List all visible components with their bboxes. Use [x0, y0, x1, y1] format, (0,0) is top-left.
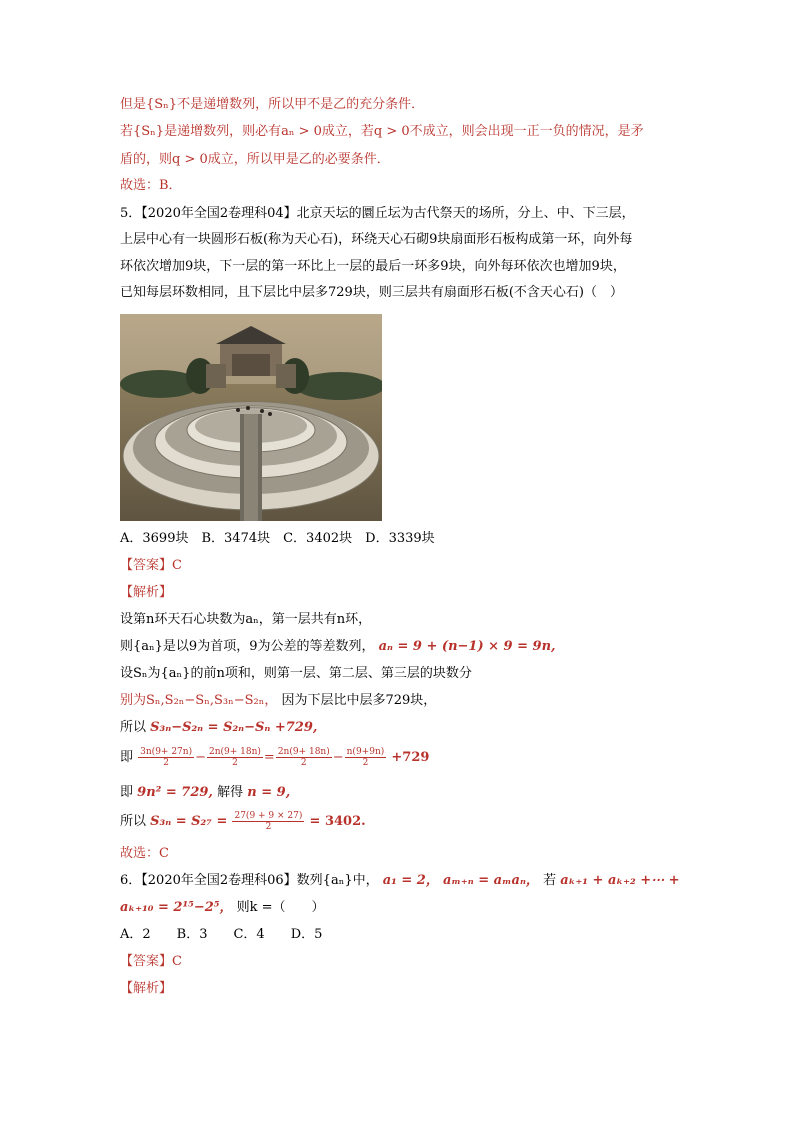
q6-options: A．2 B．3 C．4 D．5 [120, 927, 323, 942]
q5-text-line-3: 环依次增加9块，下一层的第一环比上一层的最后一环多9块，向外每环依次也增加9块， [120, 259, 626, 274]
q5-solution-step-1: 设第n环天石心块数为aₙ，第一层共有n环， [120, 612, 372, 627]
q5-solution-step-8 [120, 808, 366, 836]
q5-step-8-result: = 3402. [309, 814, 366, 829]
q5-text-line-1: 5．【2020年全国2卷理科04】北京天坛的圜丘坛为古代祭天的场所，分上、中、下三层， [120, 206, 635, 221]
fraction-2-denominator: 2 [232, 758, 238, 768]
fraction-2 [207, 747, 263, 768]
q5-solution-step-2 [120, 637, 556, 657]
q5-step-7-formula: 9n² = 729, [137, 785, 213, 800]
fraction-1-denominator: 2 [163, 758, 169, 768]
fraction-1-numerator: 3n(9+ 27n) [140, 747, 193, 757]
q6-text-line-2 [120, 898, 325, 918]
fraction-2-numerator: 2n(9+ 18n) [208, 747, 261, 757]
q5-text-line-2: 上层中心有一块圆形石板(称为天心石)，环绕天心石砌9块扇面形石板构成第一环，向外每 [120, 232, 633, 247]
fraction-5-numerator: 27(9 + 9 × 27) [234, 811, 303, 821]
fraction-5-denominator: 2 [265, 822, 272, 832]
fraction-3 [276, 747, 332, 768]
fraction-5 [232, 811, 304, 832]
fraction-3-numerator: 2n(9+ 18n) [277, 747, 330, 757]
q6-formula-4: aₖ₊₁₀ = 2¹⁵−2⁵， [120, 900, 233, 915]
fraction-4 [345, 747, 387, 768]
q6-source: 6．【2020年全国2卷理科06】 [120, 873, 297, 888]
fraction-4-numerator: n(9+9n) [346, 747, 385, 757]
q5-text-line-4: 已知每层环数相同，且下层比中层多729块，则三层共有扇面形石板(不含天心石)（ ） [120, 285, 623, 300]
q6-formula-3: aₖ₊₁ + aₖ₊₂ +⋯ + [560, 873, 680, 888]
q6-question: 则k =（ ） [236, 900, 325, 915]
q6-if: 若 [543, 873, 557, 888]
q5-step-7-text: 解得 [217, 785, 244, 800]
q5-solution-step-5 [120, 718, 317, 738]
q5-solution-step-4 [120, 691, 436, 711]
prev-solution-choice: 故选：B． [120, 178, 182, 193]
q6-analysis-title: 【解析】 [120, 981, 173, 996]
prev-solution-line-3: 盾的，则q > 0成立，所以甲是乙的必要条件． [120, 152, 390, 167]
q5-analysis-title: 【解析】 [120, 585, 173, 600]
q6-text-line-1 [120, 871, 680, 891]
q5-step-6-prefix: 即 [120, 750, 134, 765]
q5-step-4-text: 因为下层比中层多729块， [281, 693, 437, 708]
prev-solution-line-1: 但是{Sₙ}不是递增数列，所以甲不是乙的充分条件． [120, 97, 425, 112]
q5-answer: 【答案】C [120, 558, 182, 573]
q6-answer: 【答案】C [120, 954, 182, 969]
q5-step-5-prefix: 所以 [120, 720, 147, 735]
q5-step-8-formula: S₃ₙ = S₂₇ = [150, 814, 228, 829]
q6-formula-2: aₘ₊ₙ = aₘaₙ， [442, 873, 539, 888]
q5-solution-step-3: 设Sₙ为{aₙ}的前n项和，则第一层、第二层、第三层的块数分 [120, 666, 472, 681]
q5-step-4-formula: 别为Sₙ,S₂ₙ−Sₙ,S₃ₙ−S₂ₙ， [120, 693, 278, 708]
q5-solution-step-7 [120, 783, 290, 803]
fraction-1 [138, 747, 194, 768]
q5-choice: 故选：C [120, 846, 169, 861]
fraction-3-denominator: 2 [300, 758, 307, 768]
fraction-4-denominator: 2 [362, 758, 369, 768]
q5-step-2-formula: aₙ = 9 + (n−1) × 9 = 9n, [378, 639, 556, 654]
q5-step-7-result: n = 9, [247, 785, 291, 800]
q6-intro: 数列{aₙ}中， [296, 873, 379, 888]
temple-of-heaven-photo [120, 314, 382, 521]
q5-step-6-tail: +729 [391, 750, 430, 765]
q5-step-8-prefix: 所以 [120, 814, 147, 829]
q5-solution-step-6: 即 $\frac{3n(9+ 27n)}{2}$ − $\frac{2n(9+ 18n)}{2}$ = $\frac{2n(9+ 18n)}{2}$ − $\frac{n(9+9n)}{2}$ +729 [120, 747, 430, 768]
q5-options: A．3699块 B．3474块 C．3402块 D．3339块 [120, 531, 435, 546]
q6-formula-1: a₁ = 2， [382, 873, 439, 888]
q5-step-5-formula: S₃ₙ−S₂ₙ = S₂ₙ−Sₙ +729, [150, 720, 318, 735]
prev-solution-line-2: 若{Sₙ}是递增数列，则必有aₙ > 0成立，若q > 0不成立，则会出现一正一负的情况，是矛 [120, 124, 644, 139]
q5-step-2-text: 则{aₙ}是以9为首项，9为公差的等差数列， [120, 639, 375, 654]
q5-step-7-prefix: 即 [120, 785, 134, 800]
